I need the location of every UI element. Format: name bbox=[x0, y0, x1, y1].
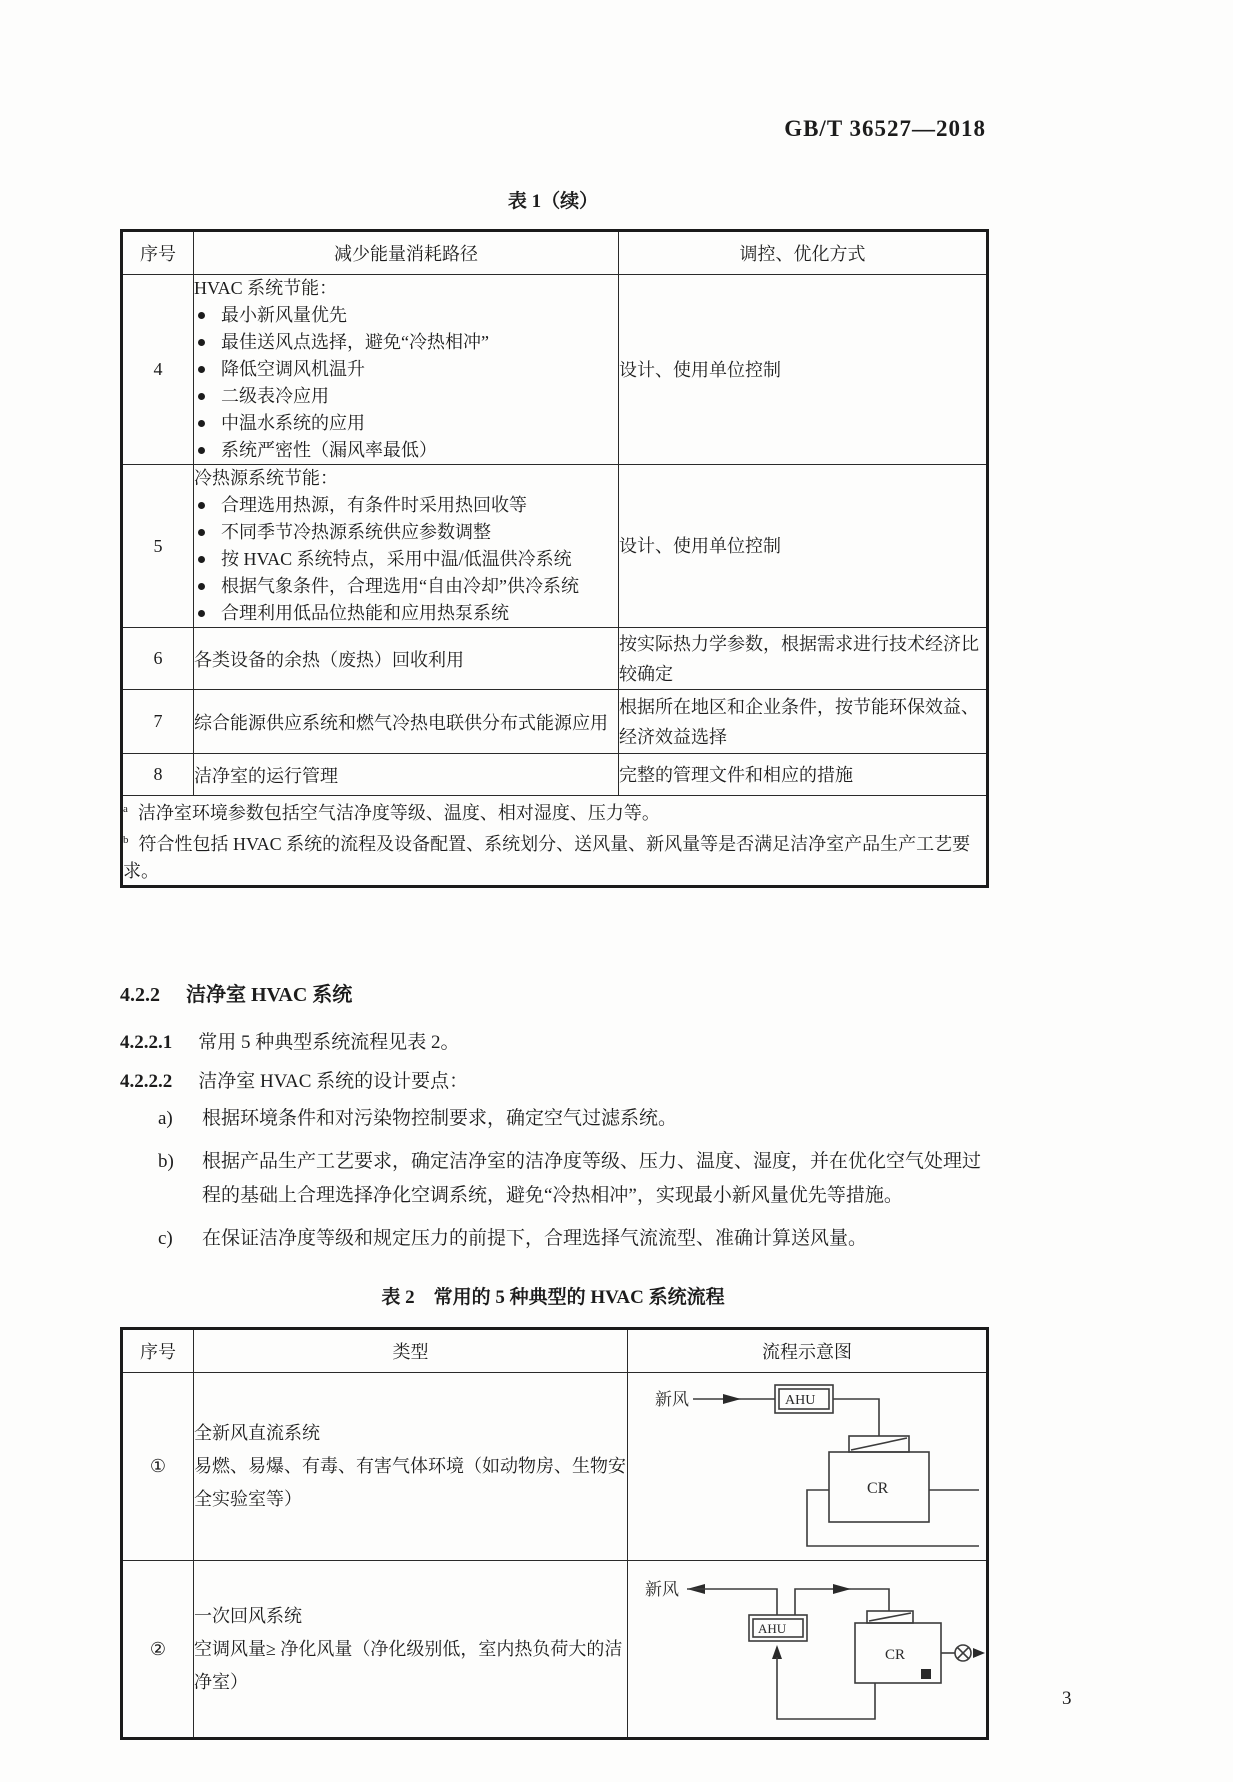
bullet-dot bbox=[198, 556, 205, 563]
item-label: b) bbox=[158, 1151, 174, 1172]
path-cell: 洁净室的运行管理 bbox=[194, 754, 619, 796]
footnote-marker: a bbox=[123, 803, 128, 815]
table2-title: 表 2 常用的 5 种典型的 HVAC 系统流程 bbox=[381, 1287, 725, 1308]
filter-diagonal bbox=[851, 1438, 907, 1450]
flow-arrow-icon bbox=[833, 1584, 851, 1594]
table1-title: 表 1（续） bbox=[507, 191, 599, 212]
bullet-dot bbox=[198, 393, 205, 400]
section-title: 洁净室 HVAC 系统 bbox=[186, 984, 353, 1006]
item-label: a) bbox=[158, 1108, 173, 1129]
table1-header-row bbox=[122, 231, 988, 275]
damper-symbol bbox=[921, 1669, 931, 1679]
return-duct bbox=[777, 1657, 875, 1719]
bullet-dot bbox=[198, 502, 205, 509]
table-row bbox=[122, 628, 988, 690]
type-cell bbox=[194, 1373, 628, 1561]
bullet-item: 最小新风量优先 bbox=[194, 302, 618, 329]
bullet-dot bbox=[198, 610, 205, 617]
section-heading-422 bbox=[120, 978, 986, 1007]
filter-diagonal bbox=[869, 1613, 911, 1621]
standard-number: GB/T 36527—2018 bbox=[784, 116, 986, 141]
bullet-item: 降低空调风机温升 bbox=[194, 356, 618, 383]
system-type-desc: 空调风量≥ 净化风量（净化级别低，室内热负荷大的洁净室） bbox=[194, 1638, 623, 1692]
bullet-dot bbox=[198, 420, 205, 427]
control-cell: 设计、使用单位控制 bbox=[619, 465, 988, 628]
flow-arrow-icon bbox=[973, 1648, 985, 1658]
system-type-name: 一次回风系统 bbox=[194, 1605, 302, 1626]
row-number: 4 bbox=[122, 275, 194, 465]
control-cell: 设计、使用单位控制 bbox=[619, 275, 988, 465]
diagram-cell bbox=[628, 1561, 988, 1739]
row-number: ② bbox=[122, 1561, 194, 1739]
table-row bbox=[122, 1373, 988, 1561]
col-header-no: 序号 bbox=[122, 1329, 194, 1373]
table-row bbox=[122, 465, 988, 628]
bullet-dot bbox=[198, 312, 205, 319]
section-number: 4.2.2.1 bbox=[120, 1032, 173, 1053]
section-number: 4.2.2.2 bbox=[120, 1071, 173, 1092]
table1 bbox=[120, 229, 989, 888]
path-cell: 综合能源供应系统和燃气冷热电联供分布式能源应用 bbox=[194, 690, 619, 754]
system-type-name: 全新风直流系统 bbox=[194, 1423, 320, 1443]
row-number: 5 bbox=[122, 465, 194, 628]
exhaust-duct bbox=[807, 1490, 979, 1546]
path-cell bbox=[194, 275, 619, 465]
fresh-air-label: 新风 bbox=[655, 1389, 689, 1409]
fresh-air-label: 新风 bbox=[645, 1580, 679, 1599]
col-header-no: 序号 bbox=[122, 231, 194, 275]
design-point-a: a) 根据环境条件和对污染物控制要求，确定空气过滤系统。 bbox=[120, 1102, 986, 1136]
table2 bbox=[120, 1327, 989, 1740]
section-4221: 4.2.2.1 常用 5 种典型系统流程见表 2。 bbox=[120, 1032, 460, 1053]
system-type-desc: 易燃、易爆、有毒、有害气体环境（如动物房、生物安全实验室等） bbox=[194, 1456, 626, 1509]
design-point-c: c) 在保证洁净度等级和规定压力的前提下，合理选择气流流型、准确计算送风量。 bbox=[120, 1222, 986, 1256]
cleanroom-label: CR bbox=[885, 1647, 906, 1663]
section-4222: 4.2.2.2 洁净室 HVAC 系统的设计要点： bbox=[120, 1071, 469, 1092]
return-air-arrow-icon bbox=[772, 1645, 782, 1659]
control-cell: 完整的管理文件和相应的措施 bbox=[619, 754, 988, 796]
table1-footnote-row bbox=[122, 796, 988, 887]
page-number: 3 bbox=[1062, 1688, 1072, 1709]
col-header-diagram: 流程示意图 bbox=[628, 1329, 988, 1373]
bullet-item: 合理利用低品位热能和应用热泵系统 bbox=[194, 600, 618, 627]
table-row bbox=[122, 1561, 988, 1739]
bullet-dot bbox=[198, 339, 205, 346]
bullet-item: 中温水系统的应用 bbox=[194, 410, 618, 437]
bullet-item: 根据气象条件，合理选用“自由冷却”供冷系统 bbox=[194, 573, 618, 600]
table-row bbox=[122, 754, 988, 796]
flow-arrow-icon bbox=[723, 1394, 741, 1404]
path-cell: 各类设备的余热（废热）回收利用 bbox=[194, 628, 619, 690]
hvac-flow-diagram-1 bbox=[629, 1374, 985, 1560]
bullet-dot bbox=[198, 366, 205, 373]
duct-line bbox=[833, 1399, 879, 1436]
col-header-path: 减少能量消耗路径 bbox=[194, 231, 619, 275]
row-number: 6 bbox=[122, 628, 194, 690]
bullet-item: 系统严密性（漏风率最低） bbox=[194, 437, 618, 464]
path-title: HVAC 系统节能： bbox=[194, 278, 338, 298]
duct-line bbox=[687, 1589, 777, 1615]
col-header-control: 调控、优化方式 bbox=[619, 231, 988, 275]
ahu-label: AHU bbox=[785, 1392, 816, 1408]
bullet-item: 合理选用热源，有条件时采用热回收等 bbox=[194, 492, 618, 519]
hvac-flow-diagram-2 bbox=[629, 1563, 985, 1735]
control-cell: 根据所在地区和企业条件，按节能环保效益、经济效益选择 bbox=[619, 690, 988, 754]
bullet-item: 不同季节冷热源系统供应参数调整 bbox=[194, 519, 618, 546]
table-row bbox=[122, 275, 988, 465]
cleanroom-label: CR bbox=[867, 1479, 889, 1497]
control-cell: 按实际热力学参数，根据需求进行技术经济比较确定 bbox=[619, 628, 988, 690]
row-number: ① bbox=[122, 1373, 194, 1561]
row-number: 7 bbox=[122, 690, 194, 754]
item-label: c) bbox=[158, 1228, 173, 1249]
path-title: 冷热源系统节能： bbox=[194, 468, 338, 488]
table-row bbox=[122, 690, 988, 754]
bullet-dot bbox=[198, 447, 205, 454]
footnote-marker: b bbox=[123, 834, 129, 846]
bullet-item: 按 HVAC 系统特点，采用中温/低温供冷系统 bbox=[194, 546, 618, 573]
bullet-item: 二级表冷应用 bbox=[194, 383, 618, 410]
footnote-a: $^a$ 洁净室环境参数包括空气洁净度等级、温度、相对湿度、压力等。 bbox=[123, 803, 660, 823]
row-number: 8 bbox=[122, 754, 194, 796]
type-cell bbox=[194, 1561, 628, 1739]
section-number: 4.2.2 bbox=[120, 984, 160, 1006]
ahu-label: AHU bbox=[758, 1621, 787, 1636]
table2-header-row bbox=[122, 1329, 988, 1373]
bullet-item: 最佳送风点选择，避免“冷热相冲” bbox=[194, 329, 618, 356]
diagram-cell bbox=[628, 1373, 988, 1561]
bullet-dot bbox=[198, 529, 205, 536]
path-cell bbox=[194, 465, 619, 628]
col-header-type: 类型 bbox=[194, 1329, 628, 1373]
footnote-b: $^b$ 符合性包括 HVAC 系统的流程及设备配置、系统划分、送风量、新风量等是否满足洁净室产品生产工艺要求。 bbox=[123, 834, 971, 881]
design-point-b: b) 根据产品生产工艺要求，确定洁净室的洁净度等级、压力、温度、湿度，并在优化空气处理过程的基础上合理选择净化空调系统，避免“冷热相冲”，实现最小新风量优先等措施。 bbox=[120, 1145, 986, 1213]
bullet-dot bbox=[198, 583, 205, 590]
